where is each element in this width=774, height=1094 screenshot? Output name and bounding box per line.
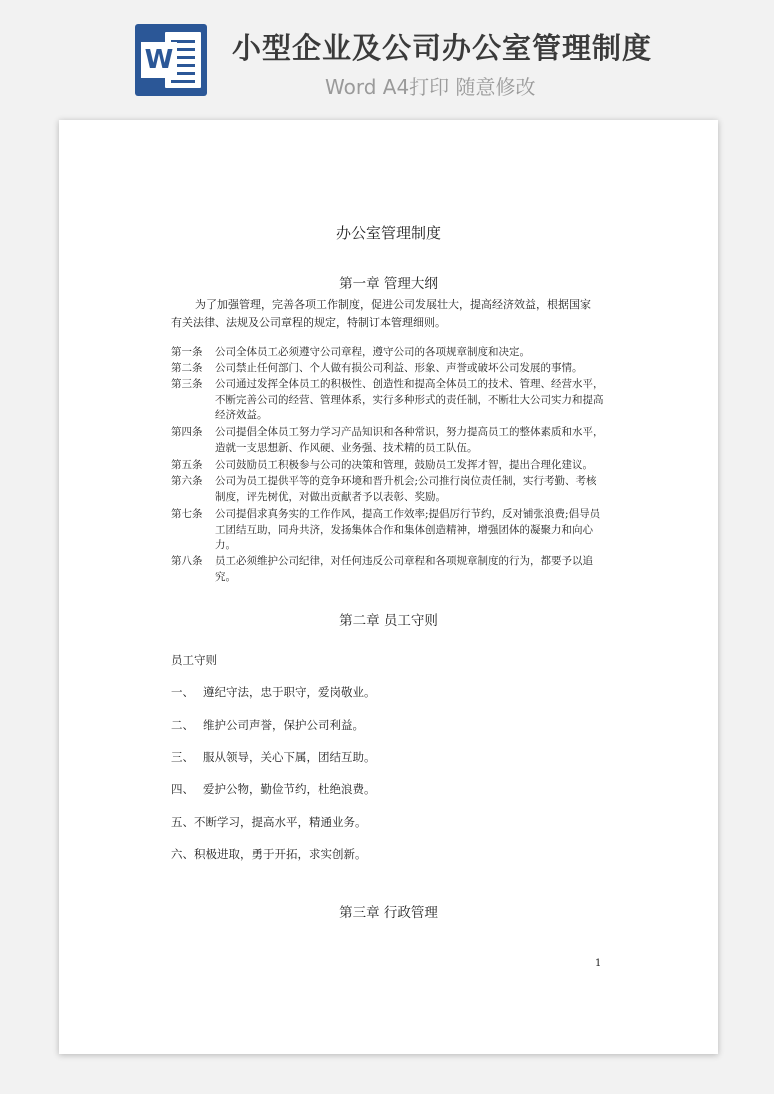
page-number: 1 <box>595 958 602 969</box>
banner-header <box>0 0 774 110</box>
chapter-2-heading: 第二章 员工守则 <box>339 613 438 629</box>
article-number: 第五条 <box>171 459 203 471</box>
article-text: 公司全体员工必须遵守公司章程，遵守公司的各项规章制度和决定。 <box>215 346 530 358</box>
article-number: 第一条 <box>171 346 203 358</box>
article-1 <box>171 345 606 361</box>
document-title: 办公室管理制度 <box>335 224 441 242</box>
word-icon-line <box>171 80 195 83</box>
article-number: 第七条 <box>171 508 203 520</box>
article-text: 公司提倡求真务实的工作作风，提高工作效率;提倡厉行节约，反对铺张浪费;倡导员工团结互助，同舟共济，发扬集体合作和集体创造精神，增强团体的凝聚力和向心力。 <box>215 508 601 551</box>
banner-subtitle: Word A4打印 随意修改 <box>325 75 536 99</box>
document-page <box>59 120 718 1054</box>
rule-number: 六、 <box>171 847 194 861</box>
rule-text: 遵纪守法，忠于职守，爱岗敬业。 <box>203 685 376 699</box>
article-text: 公司通过发挥全体员工的积极性、创造性和提高全体员工的技术、管理、经营水平，不断完善公司的经营、管理体系，实行多种形式的责任制，不断壮大公司实力和提高经济效益。 <box>215 378 604 421</box>
rule-item-5 <box>171 814 367 830</box>
chapter-1-heading: 第一章 管理大纲 <box>339 276 438 292</box>
rule-number: 五、 <box>171 815 194 829</box>
article-2 <box>171 361 606 377</box>
article-number: 第六条 <box>171 475 203 487</box>
word-doc-icon <box>135 24 207 96</box>
rule-item-6 <box>171 846 367 862</box>
article-number: 第四条 <box>171 426 203 438</box>
rule-text: 积极进取，勇于开拓，求实创新。 <box>194 847 367 861</box>
rule-item-3 <box>171 749 376 765</box>
article-text: 员工必须维护公司纪律，对任何违反公司章程和各项规章制度的行为，都要予以追究。 <box>215 555 593 583</box>
rule-item-2 <box>171 717 364 733</box>
article-text: 公司鼓励员工积极参与公司的决策和管理，鼓励员工发挥才智，提出合理化建议。 <box>215 459 593 471</box>
article-8 <box>171 554 606 585</box>
article-number: 第八条 <box>171 555 203 567</box>
article-text: 公司禁止任何部门、个人做有损公司利益、形象、声誉或破坏公司发展的事情。 <box>215 362 583 374</box>
chapter-3-heading: 第三章 行政管理 <box>339 905 438 921</box>
article-3 <box>171 377 606 424</box>
rules-heading: 员工守则 <box>171 653 217 667</box>
banner-title: 小型企业及公司办公室管理制度 <box>232 31 653 65</box>
rule-text: 爱护公物，勤俭节约，杜绝浪费。 <box>203 782 376 796</box>
intro-paragraph: 为了加强管理，完善各项工作制度，促进公司发展壮大，提高经济效益，根据国家有关法律、法规及公司章程的规定，特制订本管理细则。 <box>171 298 591 329</box>
rule-number: 四、 <box>171 782 194 796</box>
rule-text: 服从领导，关心下属，团结互助。 <box>203 750 376 764</box>
article-7 <box>171 507 606 554</box>
rule-number: 一、 <box>171 685 194 699</box>
article-number: 第二条 <box>171 362 203 374</box>
article-5 <box>171 458 606 474</box>
article-4 <box>171 425 606 456</box>
rule-item-4 <box>171 781 376 797</box>
article-text: 公司提倡全体员工努力学习产品知识和各种常识，努力提高员工的整体素质和水平，造就一支思想新、作风硬、业务强、技术精的员工队伍。 <box>215 426 604 454</box>
rule-text: 维护公司声誉，保护公司利益。 <box>203 718 364 732</box>
article-text: 公司为员工提供平等的竞争环境和晋升机会;公司推行岗位责任制，实行考勤、考核制度，评先树优，对做出贡献者予以表彰、奖励。 <box>215 475 597 503</box>
rule-number: 二、 <box>171 718 194 732</box>
article-6 <box>171 474 606 505</box>
word-icon-letter: W <box>141 42 177 78</box>
rule-number: 三、 <box>171 750 194 764</box>
rule-text: 不断学习，提高水平，精通业务。 <box>194 815 367 829</box>
article-number: 第三条 <box>171 378 203 390</box>
rule-item-1 <box>171 684 376 700</box>
